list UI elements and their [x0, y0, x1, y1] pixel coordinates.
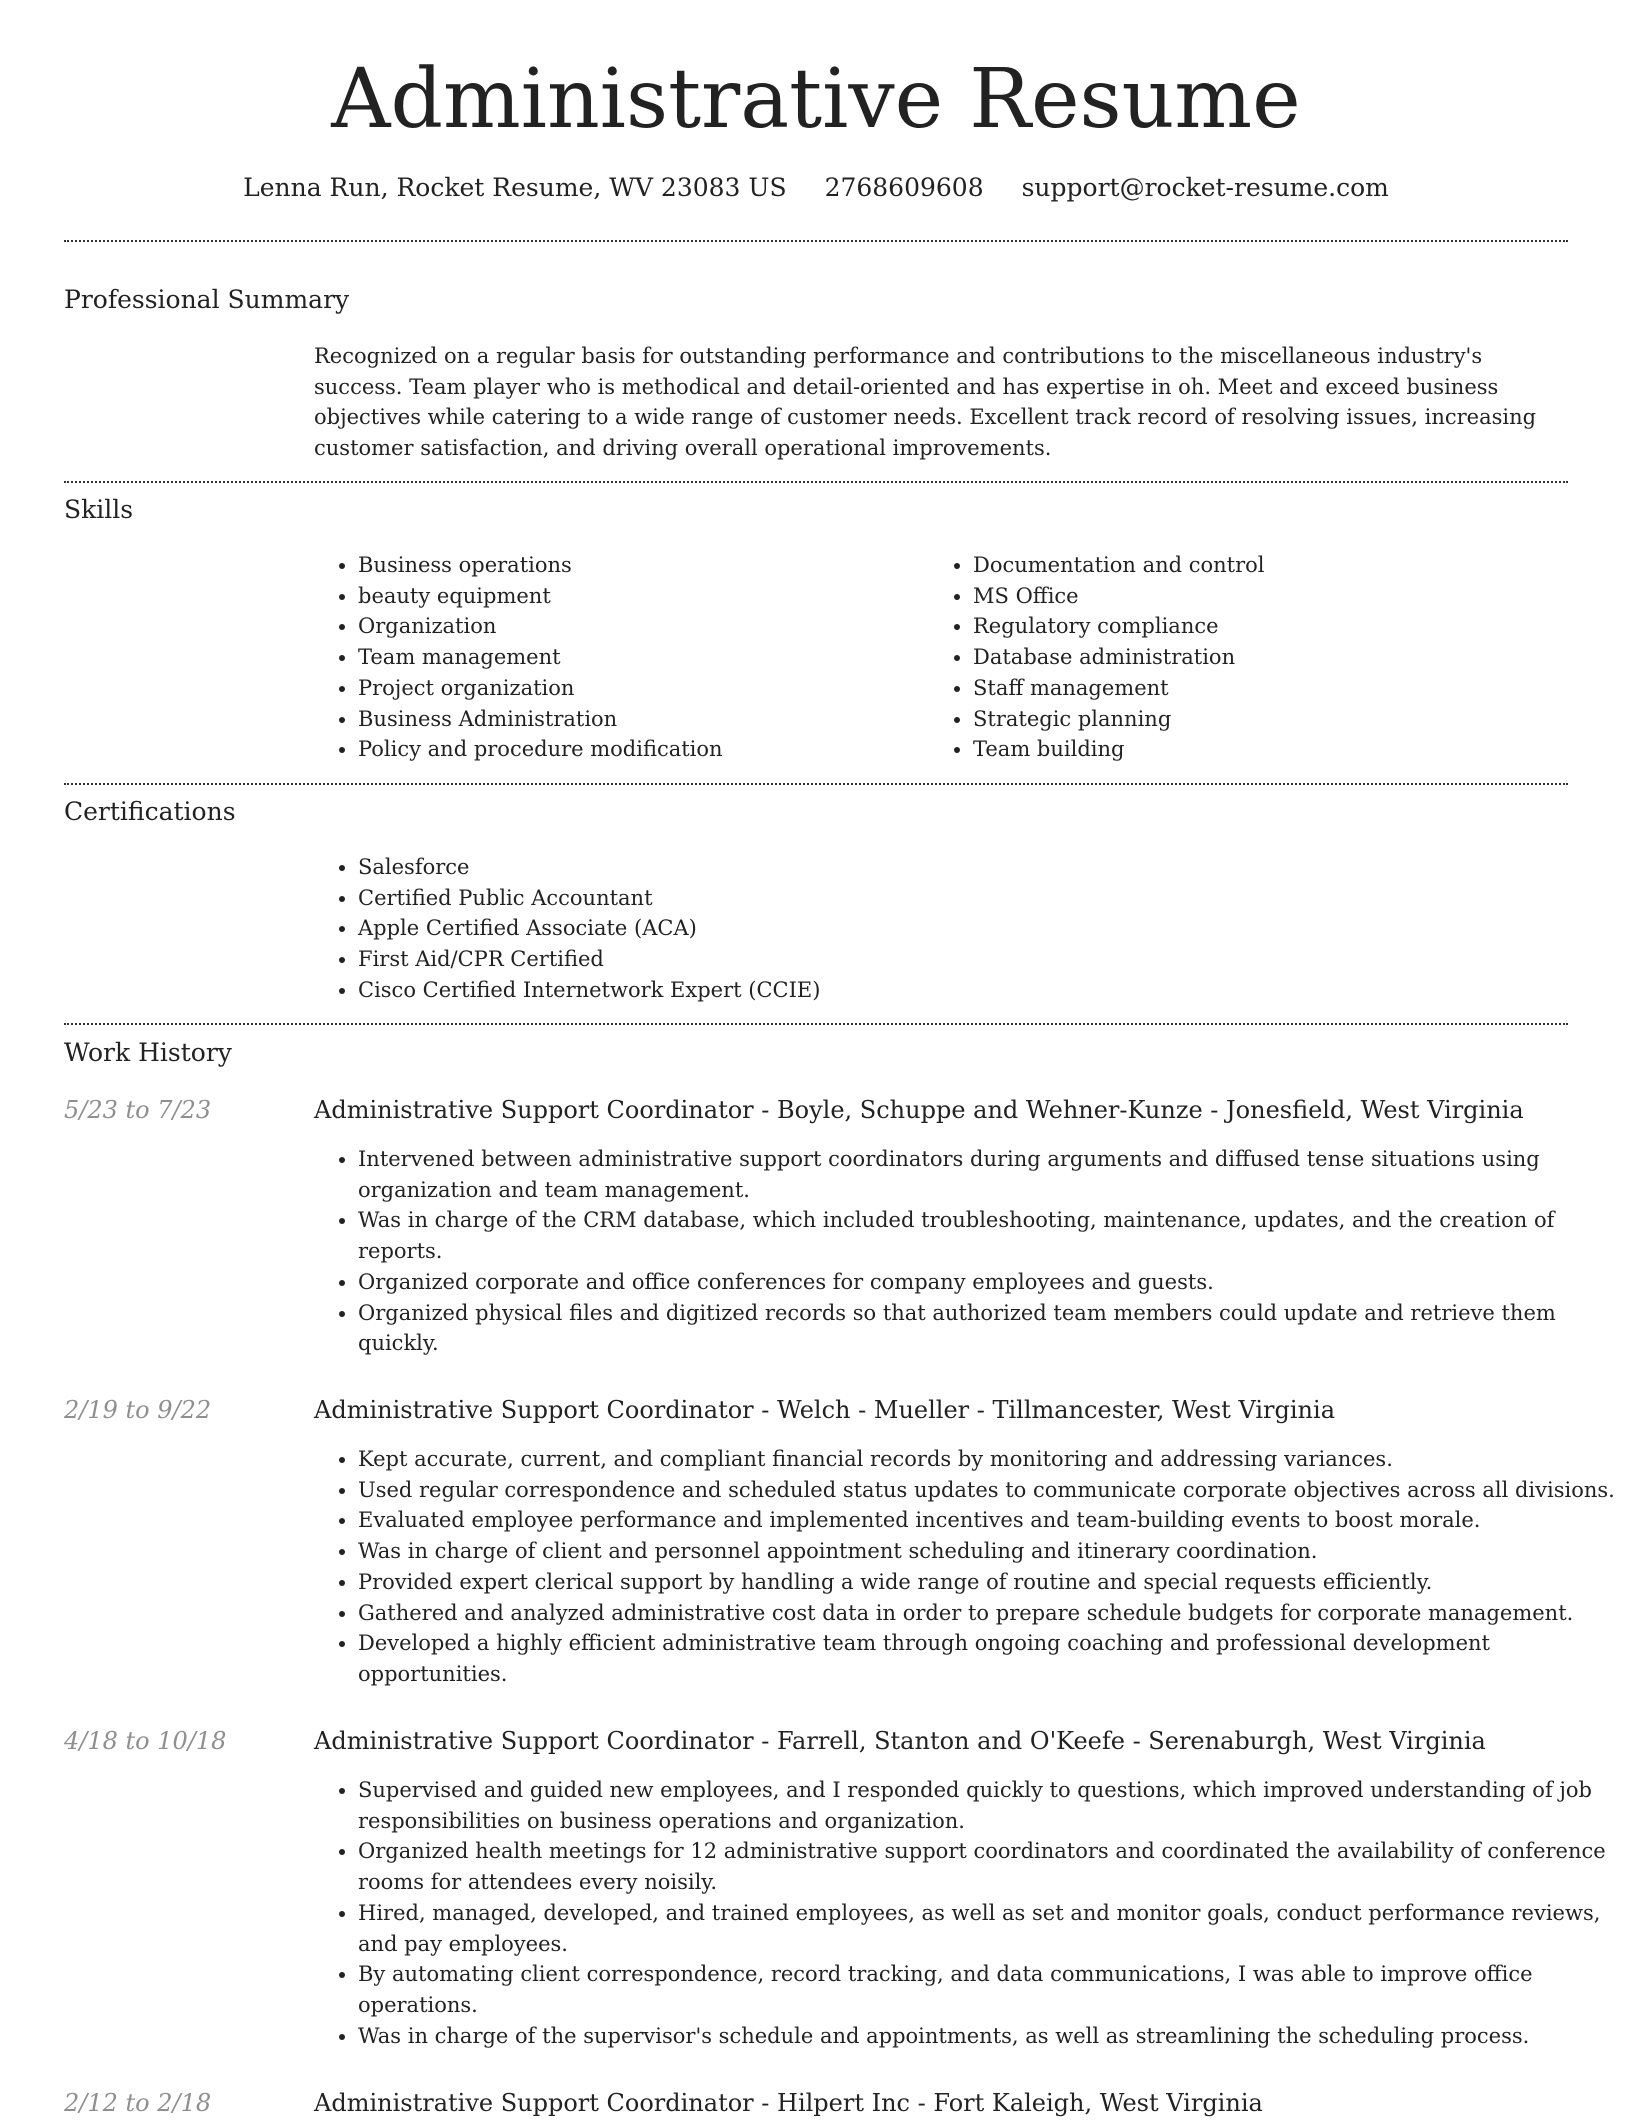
job-heading: Administrative Support Coordinator - Welch - Mueller - Tillmancester, West Virginia [314, 1396, 1335, 1424]
job-bullet: • Kept accurate, current, and compliant financial records by monitoring and addressing variances. [358, 1444, 1628, 1475]
skill-item: • Organization [358, 611, 918, 642]
skill-item: • Documentation and control [973, 550, 1573, 581]
skill-item: • Business operations [358, 550, 918, 581]
job-bullets [314, 1144, 1598, 1359]
certification-item: • Apple Certified Associate (ACA) [358, 913, 1558, 944]
divider [64, 783, 1568, 785]
section-title-skills: Skills [64, 495, 134, 524]
contact-email: support@rocket-resume.com [1021, 173, 1389, 202]
job-bullet: • Was in charge of the supervisor's schedule and appointments, as well as streamlining the scheduling process. [358, 2021, 1628, 2052]
skills-list-right [929, 550, 1573, 765]
job-bullet: • Gathered and analyzed administrative cost data in order to prepare schedule budgets for corporate management. [358, 1598, 1628, 1629]
certification-item: • Certified Public Accountant [358, 883, 1558, 914]
job-bullet: • Organized corporate and office conferences for company employees and guests. [358, 1267, 1598, 1298]
job-bullet: • Supervised and guided new employees, and I responded quickly to questions, which improved understanding of job responsibilities on business operations and organization. [358, 1775, 1628, 1836]
section-title-work-history: Work History [64, 1038, 232, 1067]
skill-item: • Business Administration [358, 704, 918, 735]
job-bullet: • Developed a highly efficient administrative team through ongoing coaching and professional development opportunities. [358, 1628, 1628, 1689]
job-bullet: • Used regular correspondence and scheduled status updates to communicate corporate objectives across all divisions. [358, 1475, 1628, 1506]
section-title-summary: Professional Summary [64, 285, 350, 314]
certification-item: • First Aid/CPR Certified [358, 944, 1558, 975]
summary-text: Recognized on a regular basis for outstanding performance and contributions to the miscellaneous industry's success. Team player who is methodical and detail-oriented and has expertise in oh. Meet and exceed business objectives while catering to a wide range of customer needs. Excellent track record of resolving issues, increasing customer satisfaction, and driving overall operational improvements. [314, 344, 1537, 460]
skill-item: • beauty equipment [358, 581, 918, 612]
contact-address: Lenna Run, Rocket Resume, WV 23083 US [243, 173, 787, 202]
skill-item: • Team management [358, 642, 918, 673]
job-bullet: • Hired, managed, developed, and trained employees, as well as set and monitor goals, conduct performance reviews, and pay employees. [358, 1898, 1628, 1959]
job-bullet: • Was in charge of client and personnel appointment scheduling and itinerary coordination. [358, 1536, 1628, 1567]
certification-item: • Salesforce [358, 852, 1558, 883]
skill-item: • Policy and procedure modification [358, 734, 918, 765]
section-title-certifications: Certifications [64, 797, 236, 826]
job-dates: 2/19 to 9/22 [64, 1396, 212, 1424]
job-bullet: • Provided expert clerical support by handling a wide range of routine and special requests efficiently. [358, 1567, 1628, 1598]
skill-item: • Team building [973, 734, 1573, 765]
job-dates: 5/23 to 7/23 [64, 1096, 212, 1124]
job-bullet: • Evaluated employee performance and implemented incentives and team-building events to boost morale. [358, 1505, 1628, 1536]
resume-title: Administrative Resume [331, 52, 1301, 147]
job-bullet: • Organized health meetings for 12 administrative support coordinators and coordinated the availability of conference rooms for attendees every noisily. [358, 1836, 1628, 1897]
divider [64, 240, 1568, 242]
skills-list-left [314, 550, 918, 765]
job-bullet: • Was in charge of the CRM database, which included troubleshooting, maintenance, updates, and the creation of reports. [358, 1205, 1598, 1266]
certifications-list [314, 852, 1558, 1006]
skill-item: • Staff management [973, 673, 1573, 704]
job-heading: Administrative Support Coordinator - Boyle, Schuppe and Wehner-Kunze - Jonesfield, West Virginia [314, 1096, 1524, 1124]
job-bullets [314, 1775, 1628, 2051]
job-bullet: • Organized physical files and digitized records so that authorized team members could update and retrieve them quickly. [358, 1298, 1598, 1359]
skill-item: • Strategic planning [973, 704, 1573, 735]
job-dates: 2/12 to 2/18 [64, 2089, 212, 2117]
skill-item: • Database administration [973, 642, 1573, 673]
job-heading: Administrative Support Coordinator - Hilpert Inc - Fort Kaleigh, West Virginia [314, 2089, 1263, 2117]
certification-item: • Cisco Certified Internetwork Expert (CCIE) [358, 975, 1558, 1006]
job-bullet: • Intervened between administrative support coordinators during arguments and diffused tense situations using organization and team management. [358, 1144, 1598, 1205]
job-dates: 4/18 to 10/18 [64, 1727, 227, 1755]
contact-line [0, 170, 1632, 206]
skill-item: • MS Office [973, 581, 1573, 612]
job-bullet: • By automating client correspondence, record tracking, and data communications, I was able to improve office operations. [358, 1959, 1628, 2020]
job-heading: Administrative Support Coordinator - Farrell, Stanton and O'Keefe - Serenaburgh, West Virginia [314, 1727, 1486, 1755]
divider [64, 1023, 1568, 1025]
skill-item: • Regulatory compliance [973, 611, 1573, 642]
contact-phone: 2768609608 [824, 173, 984, 202]
skill-item: • Project organization [358, 673, 918, 704]
job-bullets [314, 1444, 1628, 1690]
divider [64, 481, 1568, 483]
